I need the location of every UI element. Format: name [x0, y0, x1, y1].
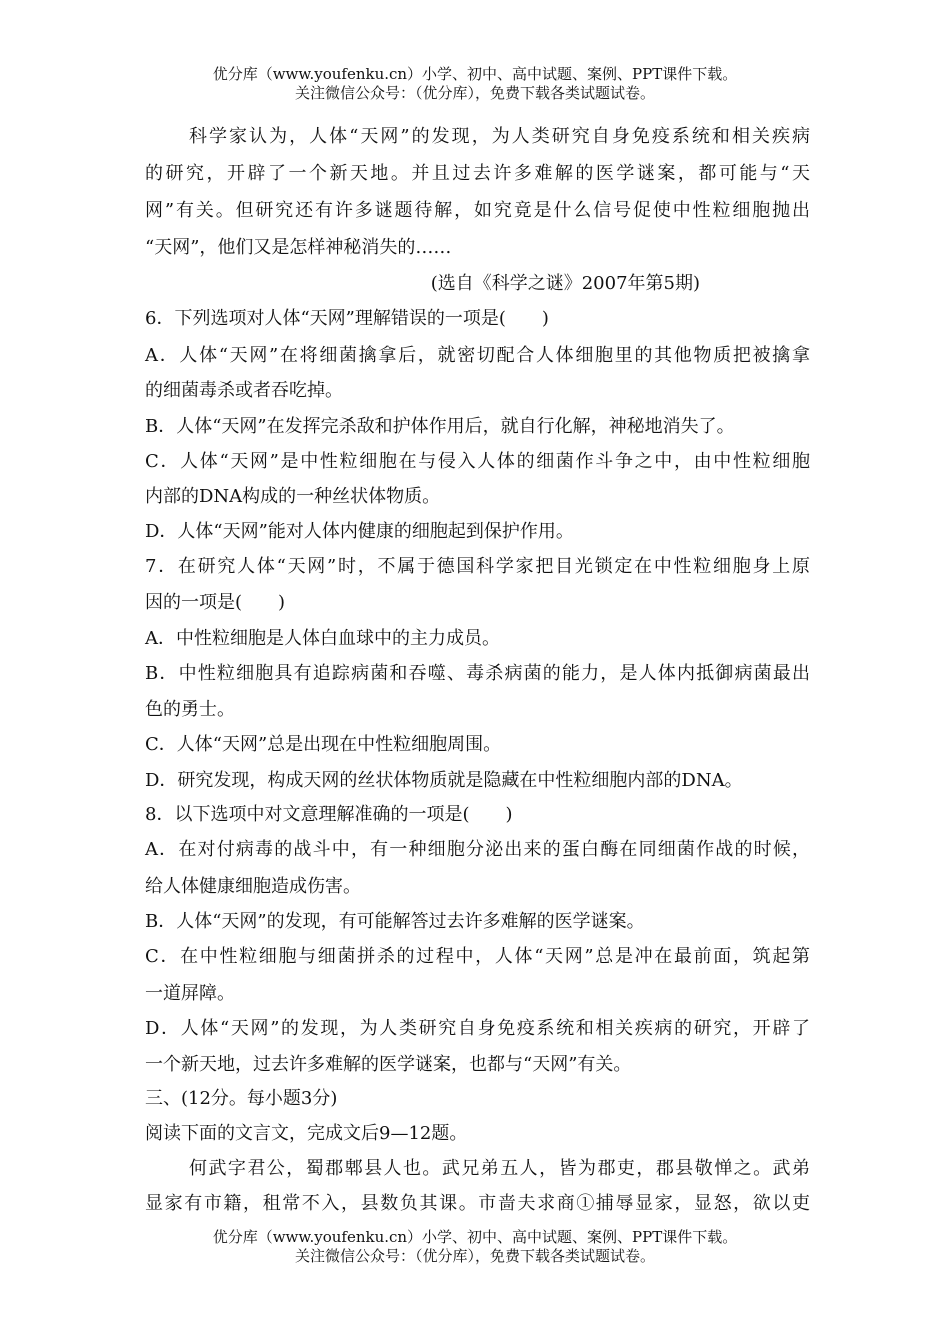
- q6-option-c: C．人体“天网”是中性粒细胞在与侵入人体的细菌作斗争之中，由中性粒细胞: [145, 451, 810, 472]
- q7-option-a: A．中性粒细胞是人体白血球中的主力成员。: [145, 628, 500, 649]
- q6-option-d: D．人体“天网”能对人体内健康的细胞起到保护作用。: [145, 521, 574, 542]
- q7-stem: 7．在研究人体“天网”时，不属于德国科学家把目光锁定在中性粒细胞身上原: [145, 556, 810, 577]
- q6-option-a: A．人体“天网”在将细菌擒拿后，就密切配合人体细胞里的其他物质把被擒拿: [145, 345, 810, 366]
- q8-option-d-cont: 一个新天地，过去许多难解的医学谜案，也都与“天网”有关。: [145, 1054, 632, 1075]
- footer-line-1: 优分库（www.youfenku.cn）小学、初中、高中试题、案例、PPT课件下载。: [212, 1228, 738, 1246]
- q7-option-b: B．中性粒细胞具有追踪病菌和吞噬、毒杀病菌的能力，是人体内抵御病菌最出: [145, 663, 810, 684]
- q7-option-b-cont: 色的勇士。: [145, 699, 235, 720]
- q7-option-d: D．研究发现，构成天网的丝状体物质就是隐藏在中性粒细胞内部的DNA。: [145, 770, 743, 791]
- q6-stem: 6．下列选项对人体“天网”理解错误的一项是( ): [145, 308, 549, 329]
- classical-text-line: 何武字君公，蜀郡郫县人也。武兄弟五人，皆为郡吏，郡县敬惮之。武弟: [189, 1158, 810, 1179]
- q8-option-b: B．人体“天网”的发现，有可能解答过去许多难解的医学谜案。: [145, 911, 645, 932]
- q6-option-b: B．人体“天网”在发挥完杀敌和护体作用后，就自行化解，神秘地消失了。: [145, 416, 735, 437]
- q7-stem-cont: 因的一项是( ): [145, 592, 286, 613]
- q8-stem: 8．以下选项中对文意理解准确的一项是( ): [145, 804, 513, 825]
- passage-line: 网”有关。但研究还有许多谜题待解，如究竟是什么信号促使中性粒细胞抛出: [145, 200, 810, 221]
- section-3-title: 三、(12分。每小题3分): [145, 1088, 338, 1109]
- q8-option-c: C．在中性粒细胞与细菌拼杀的过程中，人体“天网”总是冲在最前面，筑起第: [145, 946, 810, 967]
- q8-option-a-cont: 给人体健康细胞造成伤害。: [145, 876, 361, 897]
- passage-line: 的研究，开辟了一个新天地。并且过去许多难解的医学谜案，都可能与“天: [145, 163, 810, 184]
- q8-option-d: D．人体“天网”的发现，为人类研究自身免疫系统和相关疾病的研究，开辟了: [145, 1018, 810, 1039]
- footer-line-2: 关注微信公众号：（优分库），免费下载各类试题试卷。: [294, 1247, 655, 1265]
- header-line-2: 关注微信公众号：（优分库），免费下载各类试题试卷。: [294, 84, 655, 102]
- q7-option-c: C．人体“天网”总是出现在中性粒细胞周围。: [145, 734, 502, 755]
- section-3-instruction: 阅读下面的文言文，完成文后9—12题。: [145, 1123, 468, 1144]
- q6-option-c-cont: 内部的DNA构成的一种丝状体物质。: [145, 486, 441, 507]
- passage-line: “天网”，他们又是怎样神秘消失的……: [145, 237, 452, 258]
- q6-option-a-cont: 的细菌毒杀或者吞吃掉。: [145, 380, 343, 401]
- passage-source: (选自《科学之谜》2007年第5期): [430, 273, 700, 294]
- classical-text-line: 显家有市籍，租常不入，县数负其课。市啬夫求商①捕辱显家，显怒，欲以吏: [145, 1193, 810, 1214]
- passage-line: 科学家认为，人体“天网”的发现，为人类研究自身免疫系统和相关疾病: [189, 126, 810, 147]
- q8-option-a: A．在对付病毒的战斗中，有一种细胞分泌出来的蛋白酶在同细菌作战的时候，: [145, 839, 810, 860]
- header-line-1: 优分库（www.youfenku.cn）小学、初中、高中试题、案例、PPT课件下载。: [212, 65, 738, 83]
- q8-option-c-cont: 一道屏障。: [145, 983, 235, 1004]
